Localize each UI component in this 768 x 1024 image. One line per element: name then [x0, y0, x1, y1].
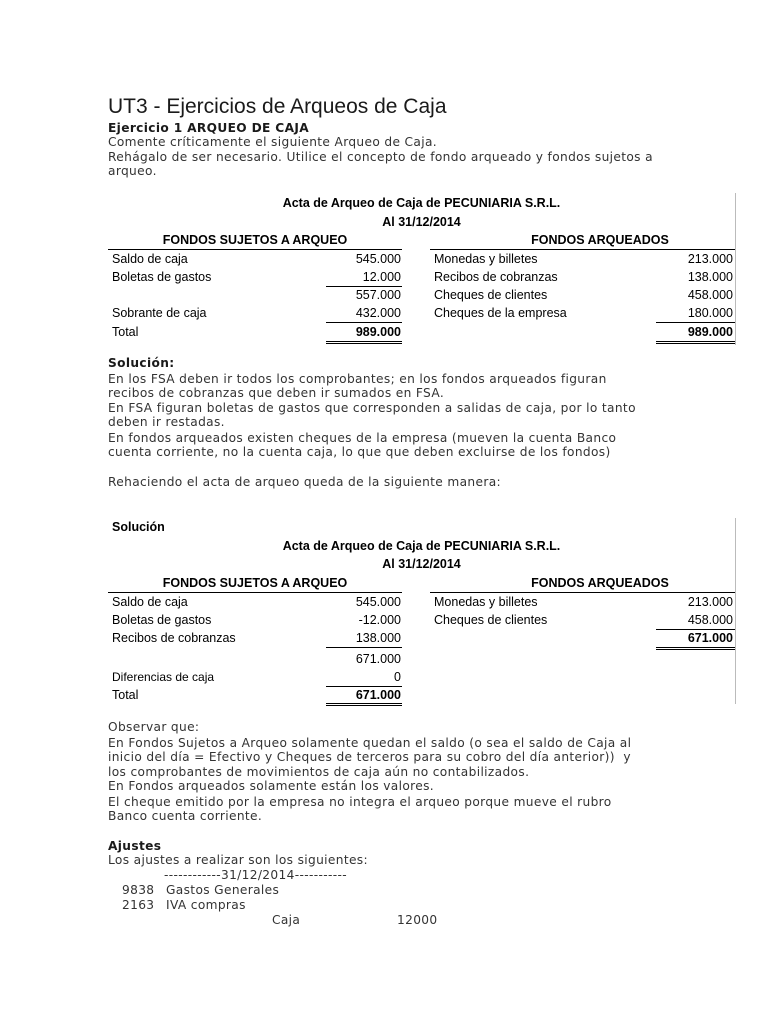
total-label: Total: [112, 688, 139, 702]
right-header: FONDOS ARQUEADOS: [531, 576, 669, 590]
solution-closing: Rehaciendo el acta de arqueo queda de la siguiente manera:: [108, 475, 501, 489]
sum-rule: [326, 686, 402, 687]
row-value: 432.000: [355, 306, 401, 320]
row-label: Diferencias de caja: [112, 670, 215, 684]
solution-line: recibos de cobranzas que deben ir sumados en FSA.: [108, 386, 445, 400]
row-value: 213.000: [687, 252, 733, 266]
adjustments-heading: Ajustes: [108, 839, 162, 853]
page-title: UT3 - Ejercicios de Arqueos de Caja: [108, 95, 447, 118]
journal-credit-account: Caja: [272, 913, 301, 927]
sum-rule: [326, 647, 402, 648]
table-border: [735, 518, 736, 704]
exercise-heading: Ejercicio 1 ARQUEO DE CAJA: [108, 121, 310, 135]
acta-title: Acta de Arqueo de Caja de PECUNIARIA S.R.L.: [282, 196, 561, 210]
solution-line: En fondos arqueados existen cheques de la empresa (mueven la cuenta Banco: [108, 431, 617, 445]
header-rule: [430, 592, 735, 593]
total-value: 671.000: [355, 688, 401, 702]
row-value: 0: [394, 670, 401, 684]
total-value: 671.000: [687, 631, 733, 645]
intro-line: arqueo.: [108, 164, 157, 178]
journal-account: IVA compras: [166, 898, 246, 912]
solution-heading: Solución:: [108, 356, 175, 370]
acta-title: Acta de Arqueo de Caja de PECUNIARIA S.R.L.: [282, 539, 561, 553]
header-rule: [430, 249, 735, 250]
double-rule: [656, 647, 735, 650]
row-value: 545.000: [355, 252, 401, 266]
left-header: FONDOS SUJETOS A ARQUEO: [162, 576, 348, 590]
observation-line: En Fondos arqueados solamente están los valores.: [108, 779, 435, 793]
right-header: FONDOS ARQUEADOS: [531, 233, 669, 247]
sum-rule: [656, 322, 735, 323]
row-label: Saldo de caja: [112, 252, 188, 266]
left-header: FONDOS SUJETOS A ARQUEO: [162, 233, 348, 247]
row-value: 180.000: [687, 306, 733, 320]
row-value: 138.000: [355, 631, 401, 645]
acta-date: Al 31/12/2014: [382, 215, 461, 229]
row-value: 458.000: [687, 288, 733, 302]
row-label: Cheques de clientes: [434, 613, 548, 627]
solution-line: En los FSA deben ir todos los comprobantes; en los fondos arqueados figuran: [108, 372, 607, 386]
row-label: Recibos de cobranzas: [434, 270, 558, 284]
sum-rule: [326, 286, 402, 287]
row-label: Saldo de caja: [112, 595, 188, 609]
double-rule: [656, 341, 735, 344]
journal-credit-amount: 12000: [397, 913, 438, 927]
intro-line: Comente críticamente el siguiente Arqueo de Caja.: [108, 135, 437, 149]
journal-date-line: ------------31/12/2014-----------: [164, 868, 347, 882]
observation-line: Observar que:: [108, 720, 200, 734]
double-rule: [326, 341, 402, 344]
solution-line: cuenta corriente, no la cuenta caja, lo que que deben excluirse de los fondos): [108, 445, 611, 459]
intro-line: Rehágalo de ser necesario. Utilice el concepto de fondo arqueado y fondos sujetos a: [108, 150, 653, 164]
solution-line: En FSA figuran boletas de gastos que corresponden a salidas de caja, por lo tanto: [108, 401, 636, 415]
row-label: Cheques de clientes: [434, 288, 548, 302]
observation-line: inicio del día = Efectivo y Cheques de terceros para su cobro del día anterior)) y: [108, 750, 631, 764]
observation-line: los comprobantes de movimientos de caja aún no contabilizados.: [108, 765, 530, 779]
header-rule: [108, 249, 402, 250]
row-label: Sobrante de caja: [112, 306, 207, 320]
acta-date: Al 31/12/2014: [382, 557, 461, 571]
adjustments-intro: Los ajustes a realizar son los siguientes:: [108, 853, 368, 867]
journal-amount: 9838: [122, 883, 155, 897]
row-value: 213.000: [687, 595, 733, 609]
row-label: Monedas y billetes: [434, 595, 538, 609]
row-value: 557.000: [355, 288, 401, 302]
journal-amount: 2163: [122, 898, 155, 912]
sum-rule: [326, 322, 402, 323]
solution-label: Solución: [112, 520, 165, 534]
row-value: 671.000: [355, 652, 401, 666]
solution-line: deben ir restadas.: [108, 415, 225, 429]
row-label: Boletas de gastos: [112, 613, 212, 627]
row-label: Boletas de gastos: [112, 270, 212, 284]
total-value: 989.000: [687, 325, 733, 339]
row-label: Recibos de cobranzas: [112, 631, 236, 645]
row-value: 12.000: [362, 270, 401, 284]
header-rule: [108, 592, 402, 593]
row-label: Monedas y billetes: [434, 252, 538, 266]
row-value: 458.000: [687, 613, 733, 627]
sum-rule: [656, 629, 735, 630]
observation-line: El cheque emitido por la empresa no integra el arqueo porque mueve el rubro: [108, 795, 612, 809]
observation-line: En Fondos Sujetos a Arqueo solamente quedan el saldo (o sea el saldo de Caja al: [108, 736, 632, 750]
table-border: [735, 193, 736, 345]
observation-line: Banco cuenta corriente.: [108, 809, 263, 823]
total-label: Total: [112, 325, 139, 339]
row-label: Cheques de la empresa: [434, 306, 567, 320]
row-value: 138.000: [687, 270, 733, 284]
row-value: -12.000: [358, 613, 401, 627]
journal-account: Gastos Generales: [166, 883, 280, 897]
double-rule: [326, 703, 402, 706]
row-value: 545.000: [355, 595, 401, 609]
total-value: 989.000: [355, 325, 401, 339]
